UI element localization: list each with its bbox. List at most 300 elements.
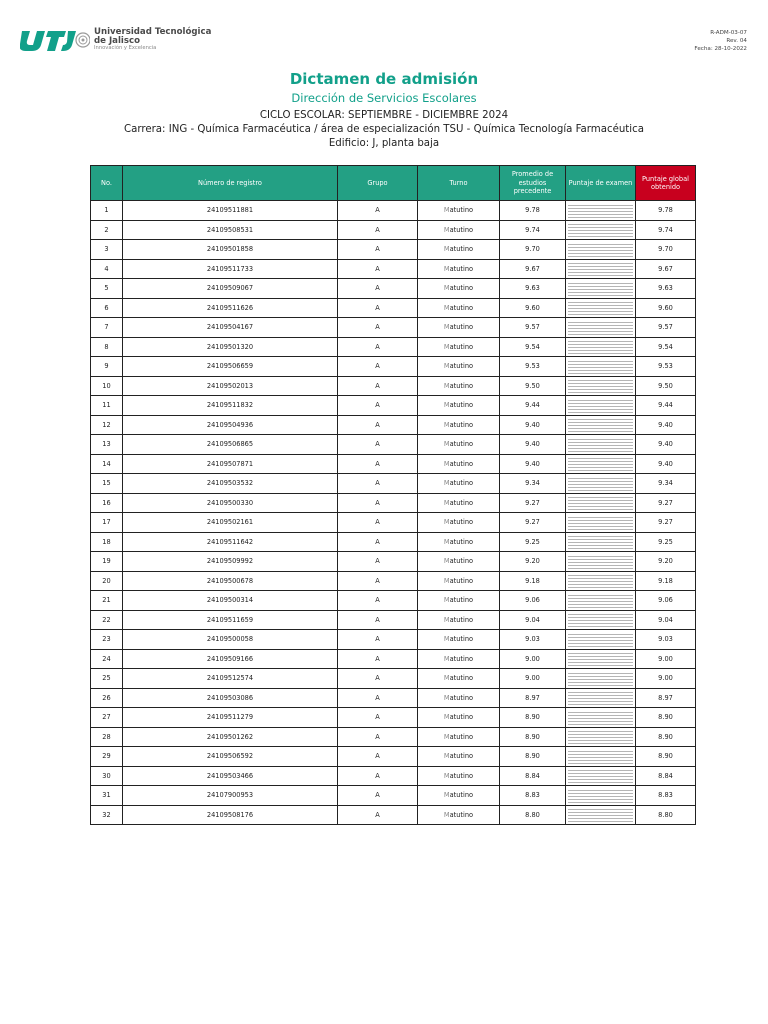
institution-logo bbox=[20, 26, 211, 54]
cell-promedio: 9.44 bbox=[500, 396, 566, 416]
cell-no: 21 bbox=[91, 591, 123, 611]
cell-no: 13 bbox=[91, 435, 123, 455]
cell-global: 9.40 bbox=[636, 415, 696, 435]
cell-grupo: A bbox=[338, 474, 418, 494]
cell-grupo: A bbox=[338, 786, 418, 806]
cell-grupo: A bbox=[338, 805, 418, 825]
table-row bbox=[91, 298, 696, 318]
institution-name bbox=[94, 28, 211, 51]
cell-registro: 24109508531 bbox=[123, 220, 338, 240]
cell-global: 9.67 bbox=[636, 259, 696, 279]
table-row bbox=[91, 532, 696, 552]
table-row bbox=[91, 357, 696, 377]
cell-grupo: A bbox=[338, 688, 418, 708]
cell-registro: 24109508176 bbox=[123, 805, 338, 825]
page-title: Dictamen de admisión bbox=[289, 70, 479, 88]
header-no: No. bbox=[91, 166, 123, 201]
cell-no: 1 bbox=[91, 201, 123, 221]
cell-examen bbox=[566, 396, 636, 416]
cell-turno: Matutino bbox=[418, 708, 500, 728]
cell-no: 23 bbox=[91, 630, 123, 650]
table-row bbox=[91, 240, 696, 260]
exam-score-blank bbox=[568, 573, 633, 588]
cell-promedio: 9.67 bbox=[500, 259, 566, 279]
cell-examen bbox=[566, 376, 636, 396]
cell-grupo: A bbox=[338, 357, 418, 377]
document-reference bbox=[694, 29, 747, 53]
table-row bbox=[91, 376, 696, 396]
table-header-row bbox=[91, 166, 696, 201]
cell-examen bbox=[566, 591, 636, 611]
exam-score-blank bbox=[568, 359, 633, 374]
cell-promedio: 9.50 bbox=[500, 376, 566, 396]
cell-no: 3 bbox=[91, 240, 123, 260]
table-row bbox=[91, 513, 696, 533]
cell-promedio: 9.78 bbox=[500, 201, 566, 221]
institution-line2: de Jalisco bbox=[94, 35, 140, 46]
exam-score-blank bbox=[568, 261, 633, 276]
cell-examen bbox=[566, 688, 636, 708]
cell-grupo: A bbox=[338, 610, 418, 630]
cell-examen bbox=[566, 805, 636, 825]
cell-examen bbox=[566, 435, 636, 455]
cell-registro: 24109511832 bbox=[123, 396, 338, 416]
cell-global: 9.57 bbox=[636, 318, 696, 338]
table-row bbox=[91, 591, 696, 611]
cell-examen bbox=[566, 610, 636, 630]
cell-turno: Matutino bbox=[418, 220, 500, 240]
exam-score-blank bbox=[568, 281, 633, 296]
table-row bbox=[91, 552, 696, 572]
exam-score-blank bbox=[568, 534, 633, 549]
exam-score-blank bbox=[568, 788, 633, 803]
cell-grupo: A bbox=[338, 220, 418, 240]
table-row bbox=[91, 318, 696, 338]
cell-grupo: A bbox=[338, 630, 418, 650]
institution-slogan: Innovación y Excelencia bbox=[94, 45, 157, 52]
cell-examen bbox=[566, 727, 636, 747]
cell-examen bbox=[566, 532, 636, 552]
table-row bbox=[91, 708, 696, 728]
cell-grupo: A bbox=[338, 279, 418, 299]
cell-turno: Matutino bbox=[418, 298, 500, 318]
cell-promedio: 8.90 bbox=[500, 727, 566, 747]
cell-grupo: A bbox=[338, 435, 418, 455]
cell-no: 6 bbox=[91, 298, 123, 318]
cell-examen bbox=[566, 513, 636, 533]
cell-grupo: A bbox=[338, 396, 418, 416]
cell-turno: Matutino bbox=[418, 357, 500, 377]
exam-score-blank bbox=[568, 710, 633, 725]
cell-global: 9.06 bbox=[636, 591, 696, 611]
exam-score-blank bbox=[568, 768, 633, 783]
cell-no: 8 bbox=[91, 337, 123, 357]
cell-turno: Matutino bbox=[418, 591, 500, 611]
cell-no: 18 bbox=[91, 532, 123, 552]
table-row bbox=[91, 454, 696, 474]
cell-global: 9.40 bbox=[636, 454, 696, 474]
cell-promedio: 9.63 bbox=[500, 279, 566, 299]
header-global: Puntaje global obtenido bbox=[636, 166, 696, 201]
table-row bbox=[91, 571, 696, 591]
table-row bbox=[91, 474, 696, 494]
cell-no: 4 bbox=[91, 259, 123, 279]
table-body bbox=[91, 201, 696, 825]
cell-registro: 24109502013 bbox=[123, 376, 338, 396]
cell-examen bbox=[566, 708, 636, 728]
cell-registro: 24109501320 bbox=[123, 337, 338, 357]
cell-examen bbox=[566, 649, 636, 669]
cell-examen bbox=[566, 493, 636, 513]
cell-promedio: 8.84 bbox=[500, 766, 566, 786]
exam-score-blank bbox=[568, 593, 633, 608]
cell-global: 8.80 bbox=[636, 805, 696, 825]
cell-global: 8.83 bbox=[636, 786, 696, 806]
cell-turno: Matutino bbox=[418, 805, 500, 825]
cell-turno: Matutino bbox=[418, 493, 500, 513]
cell-no: 12 bbox=[91, 415, 123, 435]
cell-examen bbox=[566, 552, 636, 572]
cell-registro: 24109502161 bbox=[123, 513, 338, 533]
cell-registro: 24109501858 bbox=[123, 240, 338, 260]
table-row bbox=[91, 396, 696, 416]
cell-registro: 24109500314 bbox=[123, 591, 338, 611]
header-registro: Número de registro bbox=[123, 166, 338, 201]
table-row bbox=[91, 415, 696, 435]
cell-promedio: 8.90 bbox=[500, 747, 566, 767]
cell-registro: 24109500058 bbox=[123, 630, 338, 650]
cell-turno: Matutino bbox=[418, 279, 500, 299]
cell-registro: 24109509067 bbox=[123, 279, 338, 299]
cell-promedio: 9.53 bbox=[500, 357, 566, 377]
cell-registro: 24109509992 bbox=[123, 552, 338, 572]
cell-turno: Matutino bbox=[418, 396, 500, 416]
cell-no: 10 bbox=[91, 376, 123, 396]
cell-promedio: 8.97 bbox=[500, 688, 566, 708]
cell-grupo: A bbox=[338, 201, 418, 221]
cell-grupo: A bbox=[338, 376, 418, 396]
cell-promedio: 9.74 bbox=[500, 220, 566, 240]
cell-registro: 24109503532 bbox=[123, 474, 338, 494]
cell-registro: 24109511881 bbox=[123, 201, 338, 221]
table-row bbox=[91, 220, 696, 240]
cell-grupo: A bbox=[338, 747, 418, 767]
exam-score-blank bbox=[568, 632, 633, 647]
cell-no: 30 bbox=[91, 766, 123, 786]
table-row bbox=[91, 610, 696, 630]
exam-score-blank bbox=[568, 807, 633, 822]
table-row bbox=[91, 727, 696, 747]
cell-no: 7 bbox=[91, 318, 123, 338]
cell-examen bbox=[566, 337, 636, 357]
cell-registro: 24109501262 bbox=[123, 727, 338, 747]
cell-no: 25 bbox=[91, 669, 123, 689]
cell-grupo: A bbox=[338, 298, 418, 318]
cell-turno: Matutino bbox=[418, 766, 500, 786]
cell-examen bbox=[566, 766, 636, 786]
exam-score-blank bbox=[568, 437, 633, 452]
cell-global: 9.00 bbox=[636, 669, 696, 689]
cell-global: 8.90 bbox=[636, 747, 696, 767]
table-row bbox=[91, 337, 696, 357]
exam-score-blank bbox=[568, 398, 633, 413]
cell-grupo: A bbox=[338, 415, 418, 435]
cell-global: 9.40 bbox=[636, 435, 696, 455]
cell-examen bbox=[566, 571, 636, 591]
cell-registro: 24109511279 bbox=[123, 708, 338, 728]
exam-score-blank bbox=[568, 651, 633, 666]
exam-score-blank bbox=[568, 222, 633, 237]
header-promedio: Promedio de estudios precedente bbox=[500, 166, 566, 201]
cell-registro: 24109507871 bbox=[123, 454, 338, 474]
cell-examen bbox=[566, 279, 636, 299]
utj-logo-icon bbox=[20, 27, 90, 53]
cell-turno: Matutino bbox=[418, 669, 500, 689]
cell-turno: Matutino bbox=[418, 318, 500, 338]
exam-score-blank bbox=[568, 554, 633, 569]
cell-turno: Matutino bbox=[418, 571, 500, 591]
cell-global: 9.53 bbox=[636, 357, 696, 377]
cell-turno: Matutino bbox=[418, 201, 500, 221]
admission-table bbox=[90, 165, 696, 825]
cell-turno: Matutino bbox=[418, 552, 500, 572]
cell-global: 9.27 bbox=[636, 493, 696, 513]
cell-turno: Matutino bbox=[418, 474, 500, 494]
cell-global: 9.70 bbox=[636, 240, 696, 260]
cell-turno: Matutino bbox=[418, 786, 500, 806]
table-row bbox=[91, 630, 696, 650]
cell-registro: 24109512574 bbox=[123, 669, 338, 689]
cell-global: 8.84 bbox=[636, 766, 696, 786]
cell-promedio: 9.57 bbox=[500, 318, 566, 338]
cell-examen bbox=[566, 220, 636, 240]
cell-global: 9.00 bbox=[636, 649, 696, 669]
header-turno: Turno bbox=[418, 166, 500, 201]
cell-examen bbox=[566, 201, 636, 221]
cell-no: 2 bbox=[91, 220, 123, 240]
cell-no: 15 bbox=[91, 474, 123, 494]
cell-global: 9.44 bbox=[636, 396, 696, 416]
cell-turno: Matutino bbox=[418, 688, 500, 708]
cell-global: 9.34 bbox=[636, 474, 696, 494]
cell-turno: Matutino bbox=[418, 747, 500, 767]
cell-promedio: 9.40 bbox=[500, 415, 566, 435]
exam-score-blank bbox=[568, 320, 633, 335]
cell-turno: Matutino bbox=[418, 454, 500, 474]
exam-score-blank bbox=[568, 515, 633, 530]
table-row bbox=[91, 493, 696, 513]
cell-examen bbox=[566, 454, 636, 474]
exam-score-blank bbox=[568, 203, 633, 218]
table-row bbox=[91, 747, 696, 767]
cell-grupo: A bbox=[338, 571, 418, 591]
table-row bbox=[91, 805, 696, 825]
cell-promedio: 8.83 bbox=[500, 786, 566, 806]
cell-registro: 24109506592 bbox=[123, 747, 338, 767]
cell-examen bbox=[566, 747, 636, 767]
exam-score-blank bbox=[568, 300, 633, 315]
exam-score-blank bbox=[568, 378, 633, 393]
cell-registro: 24109500330 bbox=[123, 493, 338, 513]
cell-global: 9.20 bbox=[636, 552, 696, 572]
cell-global: 9.74 bbox=[636, 220, 696, 240]
cell-no: 5 bbox=[91, 279, 123, 299]
cell-no: 14 bbox=[91, 454, 123, 474]
cell-turno: Matutino bbox=[418, 630, 500, 650]
cell-no: 20 bbox=[91, 571, 123, 591]
cell-global: 9.78 bbox=[636, 201, 696, 221]
cell-grupo: A bbox=[338, 649, 418, 669]
cell-grupo: A bbox=[338, 454, 418, 474]
cell-examen bbox=[566, 318, 636, 338]
cell-promedio: 9.70 bbox=[500, 240, 566, 260]
exam-score-blank bbox=[568, 456, 633, 471]
cell-promedio: 8.80 bbox=[500, 805, 566, 825]
cell-examen bbox=[566, 474, 636, 494]
cell-grupo: A bbox=[338, 766, 418, 786]
table-row bbox=[91, 669, 696, 689]
cell-grupo: A bbox=[338, 318, 418, 338]
cell-global: 9.60 bbox=[636, 298, 696, 318]
header-grupo: Grupo bbox=[338, 166, 418, 201]
cell-global: 9.18 bbox=[636, 571, 696, 591]
exam-score-blank bbox=[568, 476, 633, 491]
table-row bbox=[91, 201, 696, 221]
cell-grupo: A bbox=[338, 493, 418, 513]
cell-examen bbox=[566, 786, 636, 806]
cell-promedio: 9.00 bbox=[500, 669, 566, 689]
cell-turno: Matutino bbox=[418, 415, 500, 435]
cell-registro: 24109511642 bbox=[123, 532, 338, 552]
cell-turno: Matutino bbox=[418, 435, 500, 455]
cell-no: 26 bbox=[91, 688, 123, 708]
cell-grupo: A bbox=[338, 240, 418, 260]
exam-score-blank bbox=[568, 612, 633, 627]
cell-no: 17 bbox=[91, 513, 123, 533]
cell-turno: Matutino bbox=[418, 727, 500, 747]
cell-turno: Matutino bbox=[418, 259, 500, 279]
cell-no: 31 bbox=[91, 786, 123, 806]
cell-examen bbox=[566, 240, 636, 260]
cell-examen bbox=[566, 630, 636, 650]
cell-global: 9.63 bbox=[636, 279, 696, 299]
cell-no: 32 bbox=[91, 805, 123, 825]
cell-registro: 24109503086 bbox=[123, 688, 338, 708]
cell-no: 28 bbox=[91, 727, 123, 747]
cell-registro: 24109506659 bbox=[123, 357, 338, 377]
cell-promedio: 8.90 bbox=[500, 708, 566, 728]
cell-turno: Matutino bbox=[418, 649, 500, 669]
cell-promedio: 9.40 bbox=[500, 435, 566, 455]
doc-revision: Rev. 04 bbox=[726, 38, 747, 44]
cell-global: 8.90 bbox=[636, 727, 696, 747]
cell-promedio: 9.27 bbox=[500, 493, 566, 513]
cell-grupo: A bbox=[338, 552, 418, 572]
cell-registro: 24109504167 bbox=[123, 318, 338, 338]
cell-global: 9.27 bbox=[636, 513, 696, 533]
exam-score-blank bbox=[568, 495, 633, 510]
cell-global: 9.50 bbox=[636, 376, 696, 396]
cell-examen bbox=[566, 669, 636, 689]
institution-line1: Universidad Tecnológica bbox=[94, 27, 212, 38]
cell-no: 27 bbox=[91, 708, 123, 728]
cell-turno: Matutino bbox=[418, 240, 500, 260]
cell-grupo: A bbox=[338, 669, 418, 689]
cell-examen bbox=[566, 259, 636, 279]
table-row bbox=[91, 279, 696, 299]
cell-registro: 24109506865 bbox=[123, 435, 338, 455]
cell-registro: 24109511626 bbox=[123, 298, 338, 318]
exam-score-blank bbox=[568, 690, 633, 705]
cell-registro: 24109500678 bbox=[123, 571, 338, 591]
table-row bbox=[91, 259, 696, 279]
cell-turno: Matutino bbox=[418, 532, 500, 552]
cell-registro: 24109511733 bbox=[123, 259, 338, 279]
exam-score-blank bbox=[568, 417, 633, 432]
table-row bbox=[91, 688, 696, 708]
page-subtitle: Dirección de Servicios Escolares bbox=[291, 91, 477, 105]
table-row bbox=[91, 435, 696, 455]
cell-promedio: 9.20 bbox=[500, 552, 566, 572]
cell-global: 9.04 bbox=[636, 610, 696, 630]
cell-registro: 24109504936 bbox=[123, 415, 338, 435]
building-info: Edificio: J, planta baja bbox=[328, 138, 440, 149]
cell-promedio: 9.03 bbox=[500, 630, 566, 650]
cell-promedio: 9.04 bbox=[500, 610, 566, 630]
exam-score-blank bbox=[568, 729, 633, 744]
cell-grupo: A bbox=[338, 513, 418, 533]
cell-registro: 24109509166 bbox=[123, 649, 338, 669]
cell-promedio: 9.40 bbox=[500, 454, 566, 474]
cell-grupo: A bbox=[338, 727, 418, 747]
cell-no: 19 bbox=[91, 552, 123, 572]
school-cycle: CICLO ESCOLAR: SEPTIEMBRE - DICIEMBRE 2024 bbox=[259, 110, 509, 121]
cell-promedio: 9.00 bbox=[500, 649, 566, 669]
cell-promedio: 9.34 bbox=[500, 474, 566, 494]
cell-examen bbox=[566, 357, 636, 377]
cell-turno: Matutino bbox=[418, 610, 500, 630]
cell-grupo: A bbox=[338, 532, 418, 552]
cell-registro: 24109503466 bbox=[123, 766, 338, 786]
cell-promedio: 9.27 bbox=[500, 513, 566, 533]
cell-promedio: 9.06 bbox=[500, 591, 566, 611]
cell-no: 24 bbox=[91, 649, 123, 669]
table-row bbox=[91, 649, 696, 669]
exam-score-blank bbox=[568, 242, 633, 257]
cell-grupo: A bbox=[338, 337, 418, 357]
cell-turno: Matutino bbox=[418, 337, 500, 357]
cell-promedio: 9.60 bbox=[500, 298, 566, 318]
cell-grupo: A bbox=[338, 591, 418, 611]
exam-score-blank bbox=[568, 339, 633, 354]
cell-global: 9.25 bbox=[636, 532, 696, 552]
cell-no: 11 bbox=[91, 396, 123, 416]
exam-score-blank bbox=[568, 749, 633, 764]
cell-turno: Matutino bbox=[418, 513, 500, 533]
table-row bbox=[91, 786, 696, 806]
cell-grupo: A bbox=[338, 708, 418, 728]
cell-no: 22 bbox=[91, 610, 123, 630]
header-examen: Puntaje de examen bbox=[566, 166, 636, 201]
cell-examen bbox=[566, 415, 636, 435]
cell-global: 8.97 bbox=[636, 688, 696, 708]
cell-promedio: 9.54 bbox=[500, 337, 566, 357]
cell-no: 29 bbox=[91, 747, 123, 767]
cell-global: 9.54 bbox=[636, 337, 696, 357]
cell-grupo: A bbox=[338, 259, 418, 279]
doc-code: R-ADM-03-07 bbox=[710, 30, 747, 36]
cell-no: 16 bbox=[91, 493, 123, 513]
